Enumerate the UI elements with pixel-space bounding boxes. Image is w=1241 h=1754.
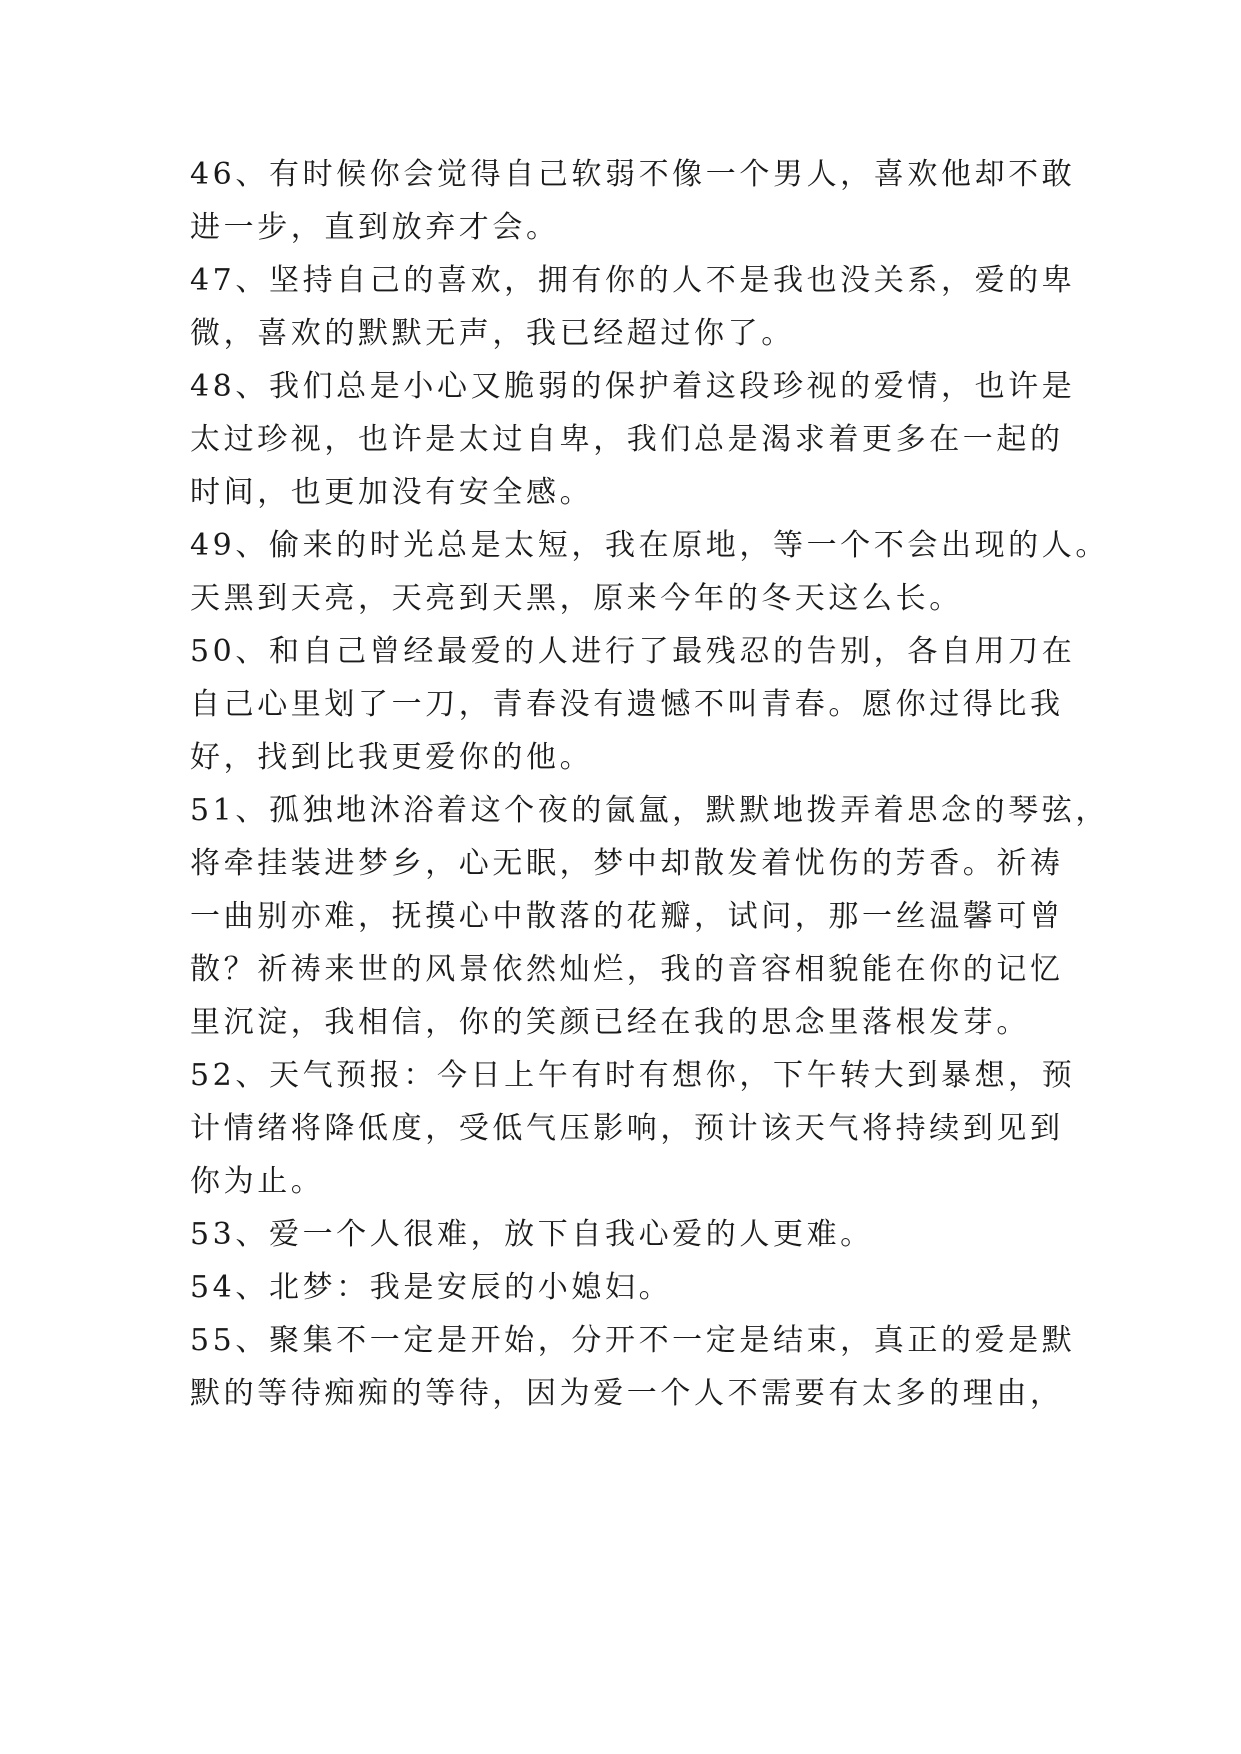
- text-line: 进一步，直到放弃才会。: [190, 210, 560, 245]
- text-line: 你为止。: [190, 1164, 325, 1199]
- text-line: 47、坚持自己的喜欢，拥有你的人不是我也没关系，爱的卑: [190, 263, 1076, 298]
- text-line: 将牵挂装进梦乡，心无眠，梦中却散发着忧伤的芳香。祈祷: [190, 846, 1064, 881]
- text-line: 49、偷来的时光总是太短，我在原地，等一个不会出现的人。: [190, 528, 1109, 563]
- text-line: 时间，也更加没有安全感。: [190, 475, 594, 510]
- text-line: 微，喜欢的默默无声，我已经超过你了。: [190, 316, 795, 351]
- text-line: 太过珍视，也许是太过自卑，我们总是渴求着更多在一起的: [190, 422, 1064, 457]
- text-line: 散？祈祷来世的风景依然灿烂，我的音容相貌能在你的记忆: [190, 952, 1064, 987]
- text-line: 好，找到比我更爱你的他。: [190, 740, 594, 775]
- text-line: 52、天气预报：今日上午有时有想你，下午转大到暴想，预: [190, 1058, 1076, 1093]
- text-line: 54、北梦：我是安辰的小媳妇。: [190, 1270, 673, 1305]
- text-line: 50、和自己曾经最爱的人进行了最残忍的告别，各自用刀在: [190, 634, 1076, 669]
- text-line: 计情绪将降低度，受低气压影响，预计该天气将持续到见到: [190, 1111, 1064, 1146]
- text-line: 一曲别亦难，抚摸心中散落的花瓣，试问，那一丝温馨可曾: [190, 899, 1064, 934]
- text-line: 天黑到天亮，天亮到天黑，原来今年的冬天这么长。: [190, 581, 963, 616]
- text-line: 46、有时候你会觉得自己软弱不像一个男人，喜欢他却不敢: [190, 157, 1076, 192]
- text-line: 51、孤独地沐浴着这个夜的氤氲，默默地拨弄着思念的琴弦，: [190, 793, 1109, 828]
- text-line: 55、聚集不一定是开始，分开不一定是结束，真正的爱是默: [190, 1323, 1076, 1358]
- text-line: 48、我们总是小心又脆弱的保护着这段珍视的爱情，也许是: [190, 369, 1076, 404]
- text-line: 自己心里划了一刀，青春没有遗憾不叫青春。愿你过得比我: [190, 687, 1064, 722]
- text-line: 里沉淀，我相信，你的笑颜已经在我的思念里落根发芽。: [190, 1005, 1030, 1040]
- text-line: 53、爱一个人很难，放下自我心爱的人更难。: [190, 1217, 874, 1252]
- text-line: 默的等待痴痴的等待，因为爱一个人不需要有太多的理由，: [190, 1376, 1064, 1411]
